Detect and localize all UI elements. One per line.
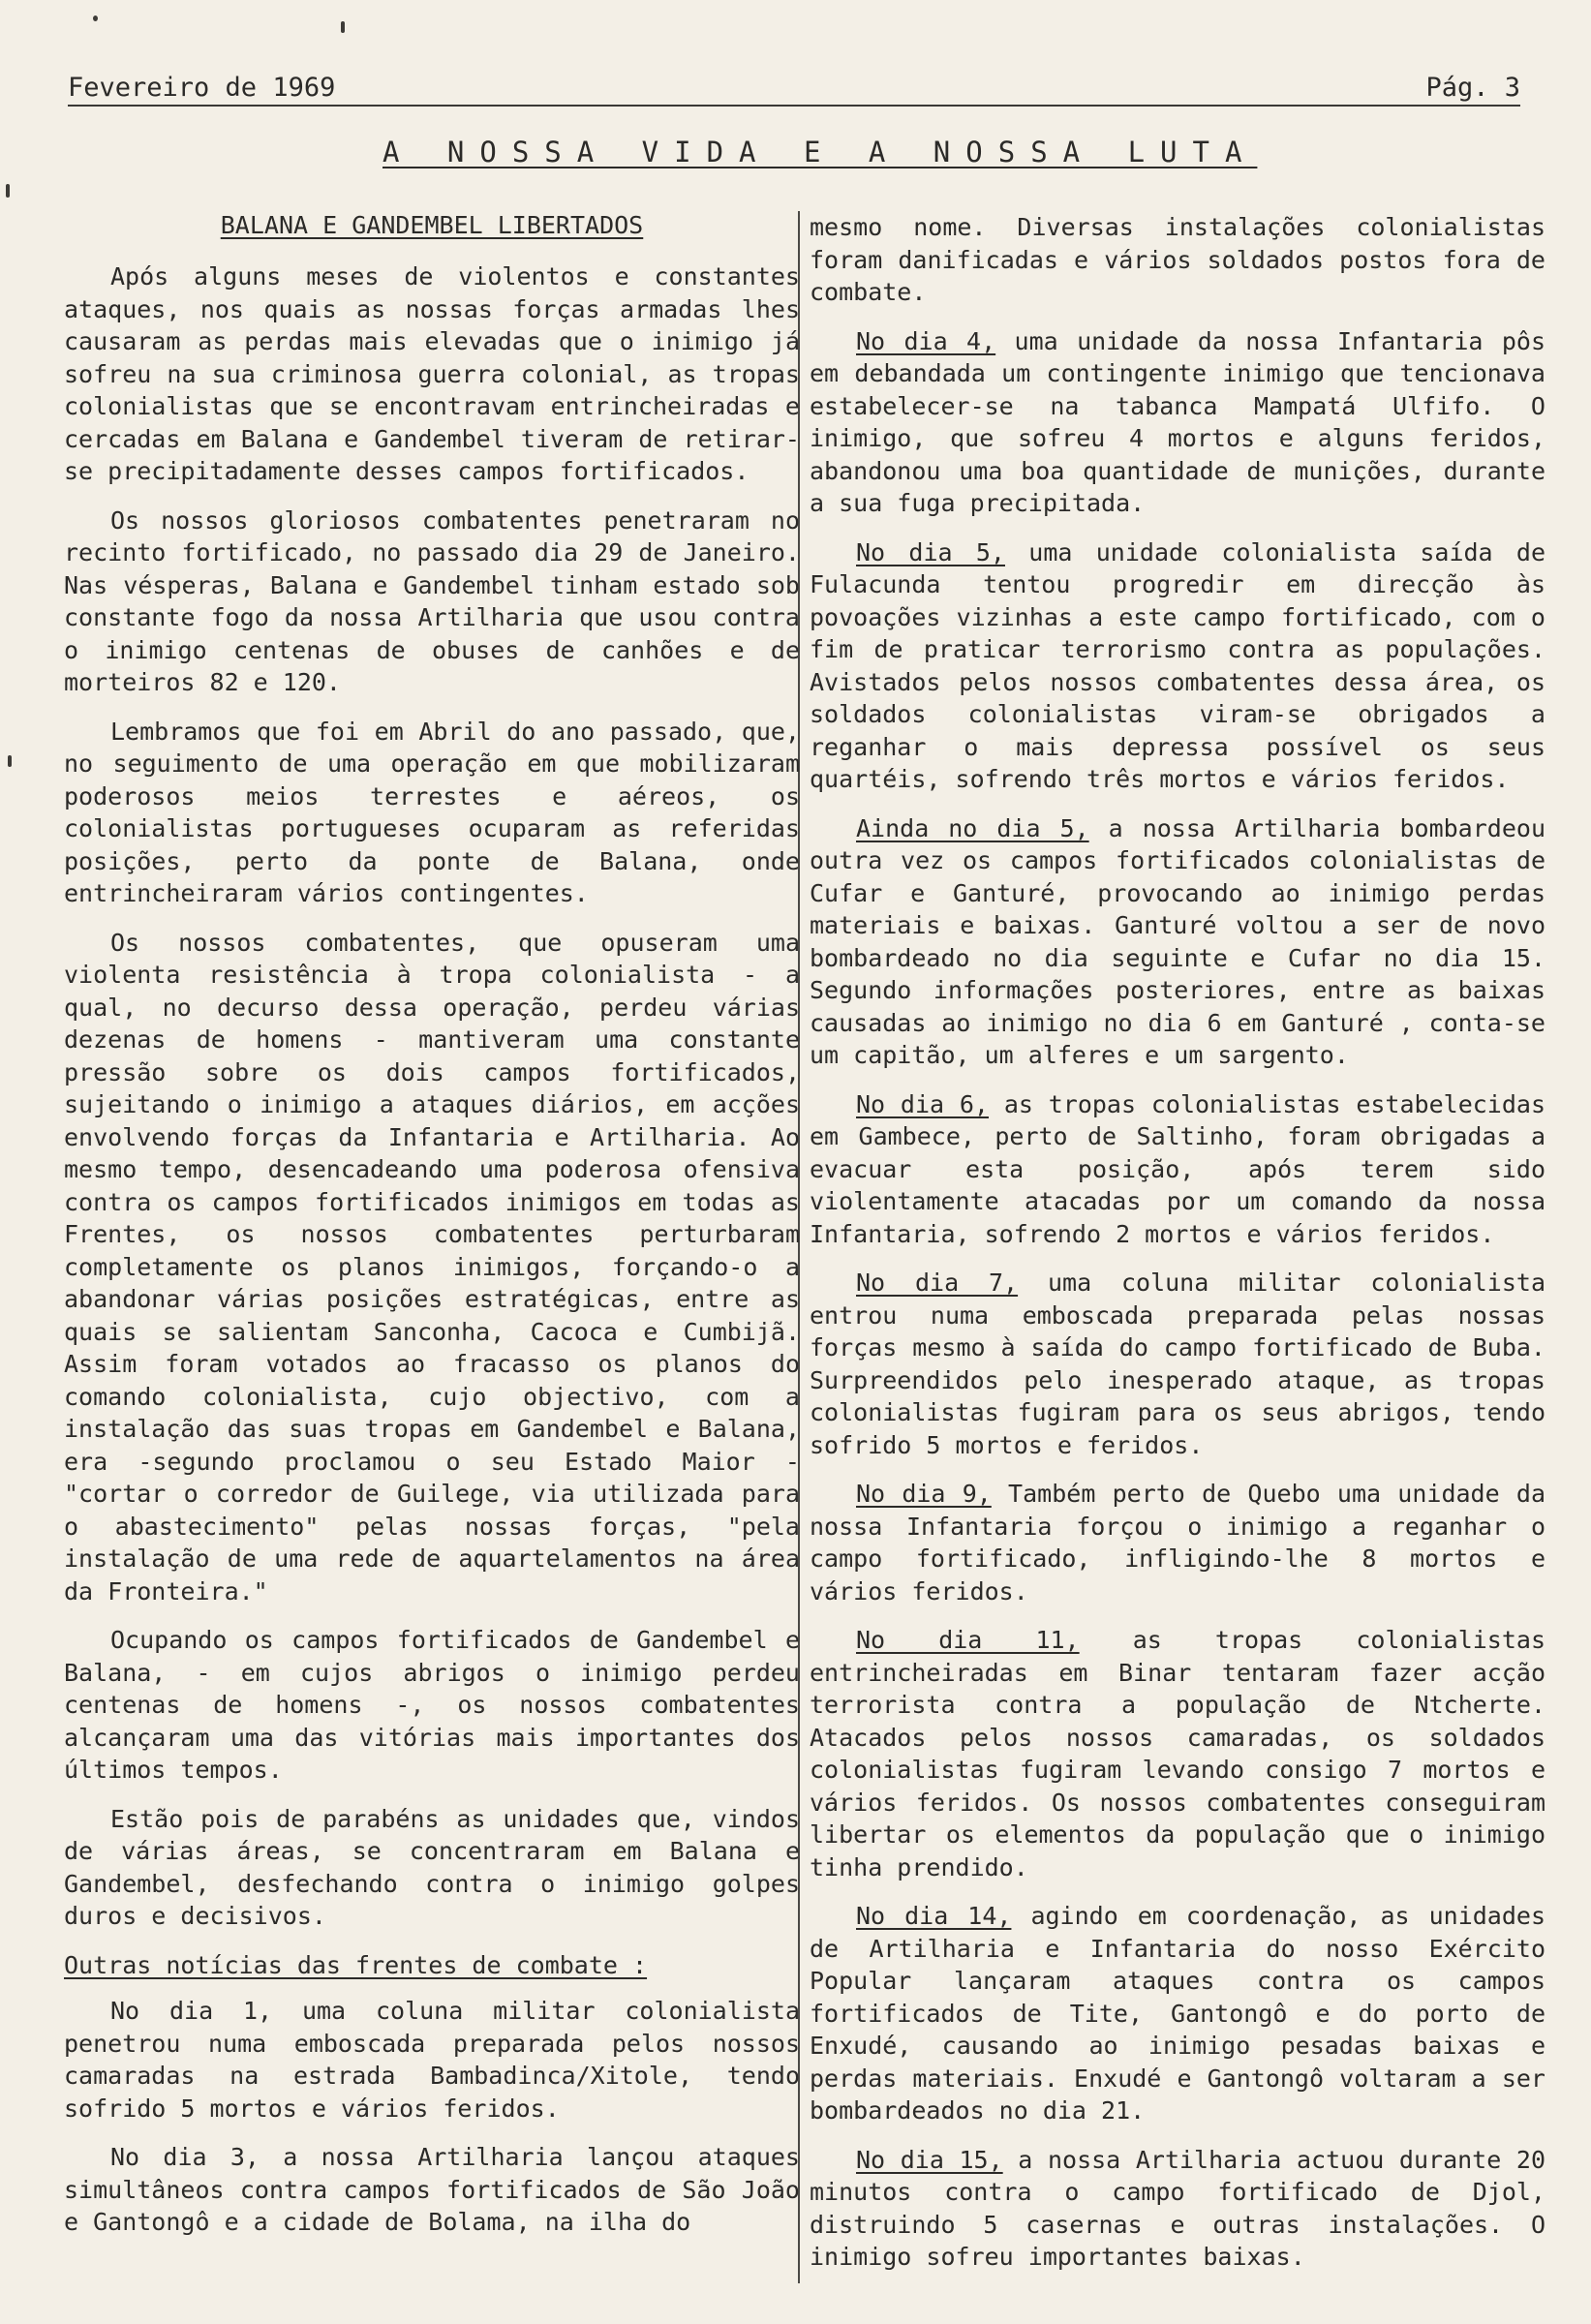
news-text: uma unidade colonialista saída de Fulacunda tentou progredir em direcção às povoações vizinhas a este campo fortificado, com o fim de praticar terrorismo contra as populações. Avistados pelos nossos combatentes dessa área, os soldados colonialistas viram-se obrigados a reganhar o mais depressa possível os seus quartéis, sofrendo três mortos e vários feridos.	[810, 537, 1545, 793]
date-label: No dia 15,	[856, 2145, 1003, 2174]
news-text: Também perto de Quebo uma unidade da nossa Infantaria forçou o inimigo a reganhar o campo fortificado, infligindo-lhe 8 mortos e vários feridos.	[810, 1480, 1545, 1605]
news-item-day-5b	[810, 812, 1545, 1072]
article-paragraph: Estão pois de parabéns as unidades que, vindos de várias áreas, se concentraram em Balana e Gandembel, desfechando contra o inimigo golpes duros e decisivos.	[64, 1804, 800, 1930]
date-label: No dia 4,	[856, 326, 996, 355]
news-item-day-6	[810, 1088, 1545, 1251]
right-column	[810, 211, 1545, 2290]
article-paragraph: Ocupando os campos fortificados de Gandembel e Balana, - em cujos abrigos o inimigo perdeu centenas de homens -, os nossos combatentes alcançaram uma das vitórias mais importantes dos últimos tempos.	[64, 1626, 800, 1784]
news-text: a nossa Artilharia bombardeou outra vez os campos fortificados colonialistas de Cufar e Ganturé, provocando ao inimigo perdas materiais e baixas. Ganturé voltou a ser de novo bombardeado no dia seguinte e Cufar no dia 15. Segundo informações posteriores, entre as baixas causadas ao inimigo no dia 6 em Ganturé , conta-se um capitão, um alferes e um sargento.	[810, 813, 1545, 1069]
news-text: a nossa Artilharia actuou durante 20 minutos contra o campo fortificado de Djol, distruindo 5 casernas e outras instalações. O inimigo sofreu importantes baixas.	[810, 2145, 1546, 2271]
issue-date: Fevereiro de 1969	[68, 73, 336, 103]
date-label: No dia 7,	[856, 1269, 1019, 1297]
news-text: agindo em coordenação, as unidades de Artilharia e Infantaria do nosso Exército Popular lançaram ataques contra os campos fortificados de Tite, Gantongô e do porto de Enxudé, causando ao inimigo pesadas baixas e perdas materiais. Enxudé e Gantongô voltaram a ser bombardeados no dia 21.	[810, 1902, 1546, 2125]
news-text: uma coluna militar colonialista entrou numa emboscada preparada pelas nossas forças mesmo à saída do campo fortificado de Buba. Surpreendidos pelo inesperado ataque, as tropas colonialistas fugiram para os seus abrigos, tendo sofrido 5 mortos e feridos.	[810, 1269, 1545, 1459]
ink-speck	[6, 184, 10, 198]
news-text: uma unidade da nossa Infantaria pôs em debandada um contingente inimigo que tencionava estabelecer-se na tabanca Mampatá Ulfifo. O inimigo, que sofreu 4 mortos e alguns feridos, abandonou uma boa quantidade de munições, durante a sua fuga precipitada.	[810, 326, 1545, 517]
article-heading: BALANA E GANDEMBEL LIBERTADOS	[220, 211, 644, 239]
news-item-day-4	[810, 325, 1545, 520]
date-label: No dia 6,	[856, 1089, 989, 1118]
news-item-day-15	[810, 2144, 1545, 2274]
page-title: A NOSSA VIDA E A NOSSA LUTA	[382, 136, 1258, 168]
date-label: Ainda no dia 5,	[856, 813, 1089, 842]
ink-speck	[341, 21, 345, 33]
date-label: No dia 5,	[856, 537, 1005, 566]
news-item-day-7	[810, 1267, 1545, 1461]
ink-speck	[8, 755, 12, 767]
section-subheading: Outras notícias das frentes de combate :	[64, 1950, 648, 1979]
article-paragraph: No dia 3, a nossa Artilharia lançou ataques simultâneos contra campos fortificados de São João e Gantongô e a cidade de Bolama, na ilha do	[64, 2143, 800, 2236]
news-item-day-9	[810, 1478, 1545, 1607]
news-item-day-5	[810, 536, 1545, 796]
page-header	[68, 70, 1520, 107]
article-paragraph: Os nossos gloriosos combatentes penetraram no recinto fortificado, no passado dia 29 de Janeiro. Nas vésperas, Balana e Gandembel tinham estado sob constante fogo da nossa Artilharia que usou contra o inimigo centenas de obuses de canhões e de morteiros 82 e 120.	[64, 505, 800, 696]
page-number: Pág. 3	[1425, 73, 1520, 103]
article-paragraph: mesmo nome. Diversas instalações colonialistas foram danificadas e vários soldados postos fora de combate.	[810, 213, 1545, 306]
date-label: No dia 14,	[856, 1902, 1012, 1930]
article-paragraph: Após alguns meses de violentos e constantes ataques, nos quais as nossas forças armadas lhes causaram as perdas mais elevadas que o inimigo já sofreu na sua criminosa guerra colonial, as tropas colonialistas que se encontravam entrincheiradas e cercadas em Balana e Gandembel tiveram de retirar-se precipitadamente desses campos fortificados.	[64, 262, 800, 485]
news-text: as tropas colonialistas entrincheiradas em Binar tentaram fazer acção terrorista contra a população de Ntcherte. Atacados pelos nossos camaradas, os soldados colonialistas fugiram levando consigo 7 mortos e vários feridos. Os nossos combatentes conseguiram libertar os elementos da população que o inimigo tinha prendido.	[810, 1626, 1546, 1881]
left-column	[64, 205, 800, 2255]
ink-speck	[93, 15, 98, 21]
article-paragraph: Lembramos que foi em Abril do ano passado, que, no seguimento de uma operação em que mobilizaram poderosos meios terrestes e aéreos, os colonialistas portugueses ocuparam as referidas posições, perto da ponte de Balana, onde entrincheiraram vários contingentes.	[64, 717, 800, 907]
news-item-day-14	[810, 1900, 1545, 2127]
article-paragraph: Os nossos combatentes, que opuseram uma violenta resistência à tropa colonialista - a qual, no decurso dessa operação, perdeu várias dezenas de homens - mantiveram uma constante pressão sobre os dois campos fortificados, sujeitando o inimigo a ataques diários, em acções envolvendo forças da Infantaria e Artilharia. Ao mesmo tempo, desencadeando uma poderosa ofensiva contra os campos fortificados inimigos em todas as Frentes, os nossos combatentes perturbaram completamente os planos inimigos, forçando-o a abandonar várias posições estratégicas, entre as quais se salientam Sanconha, Cacoca e Cumbijã. Assim foram votados ao fracasso os planos do comando colonialista, cujo objectivo, com a instalação das suas tropas em Gandembel e Balana, era -segundo proclamou o seu Estado Maior - "cortar o corredor de Guilege, via utilizada para o abastecimento" pelas nossas forças, "pela instalação de uma rede de aquartelamentos na área da Fronteira."	[64, 928, 800, 1605]
date-label: No dia 11,	[856, 1626, 1080, 1654]
news-text: as tropas colonialistas estabelecidas em Gambece, perto de Saltinho, foram obrigadas a evacuar esta posição, após terem sido violentamente atacadas por um comando da nossa Infantaria, sofrendo 2 mortos e vários feridos.	[810, 1089, 1546, 1248]
date-label: No dia 9,	[856, 1480, 992, 1508]
article-paragraph: No dia 1, uma coluna militar colonialista penetrou numa emboscada preparada pelos nossos camaradas na estrada Bambadinca/Xitole, tendo sofrido 5 mortos e vários feridos.	[64, 1997, 800, 2123]
news-item-day-11	[810, 1624, 1545, 1883]
